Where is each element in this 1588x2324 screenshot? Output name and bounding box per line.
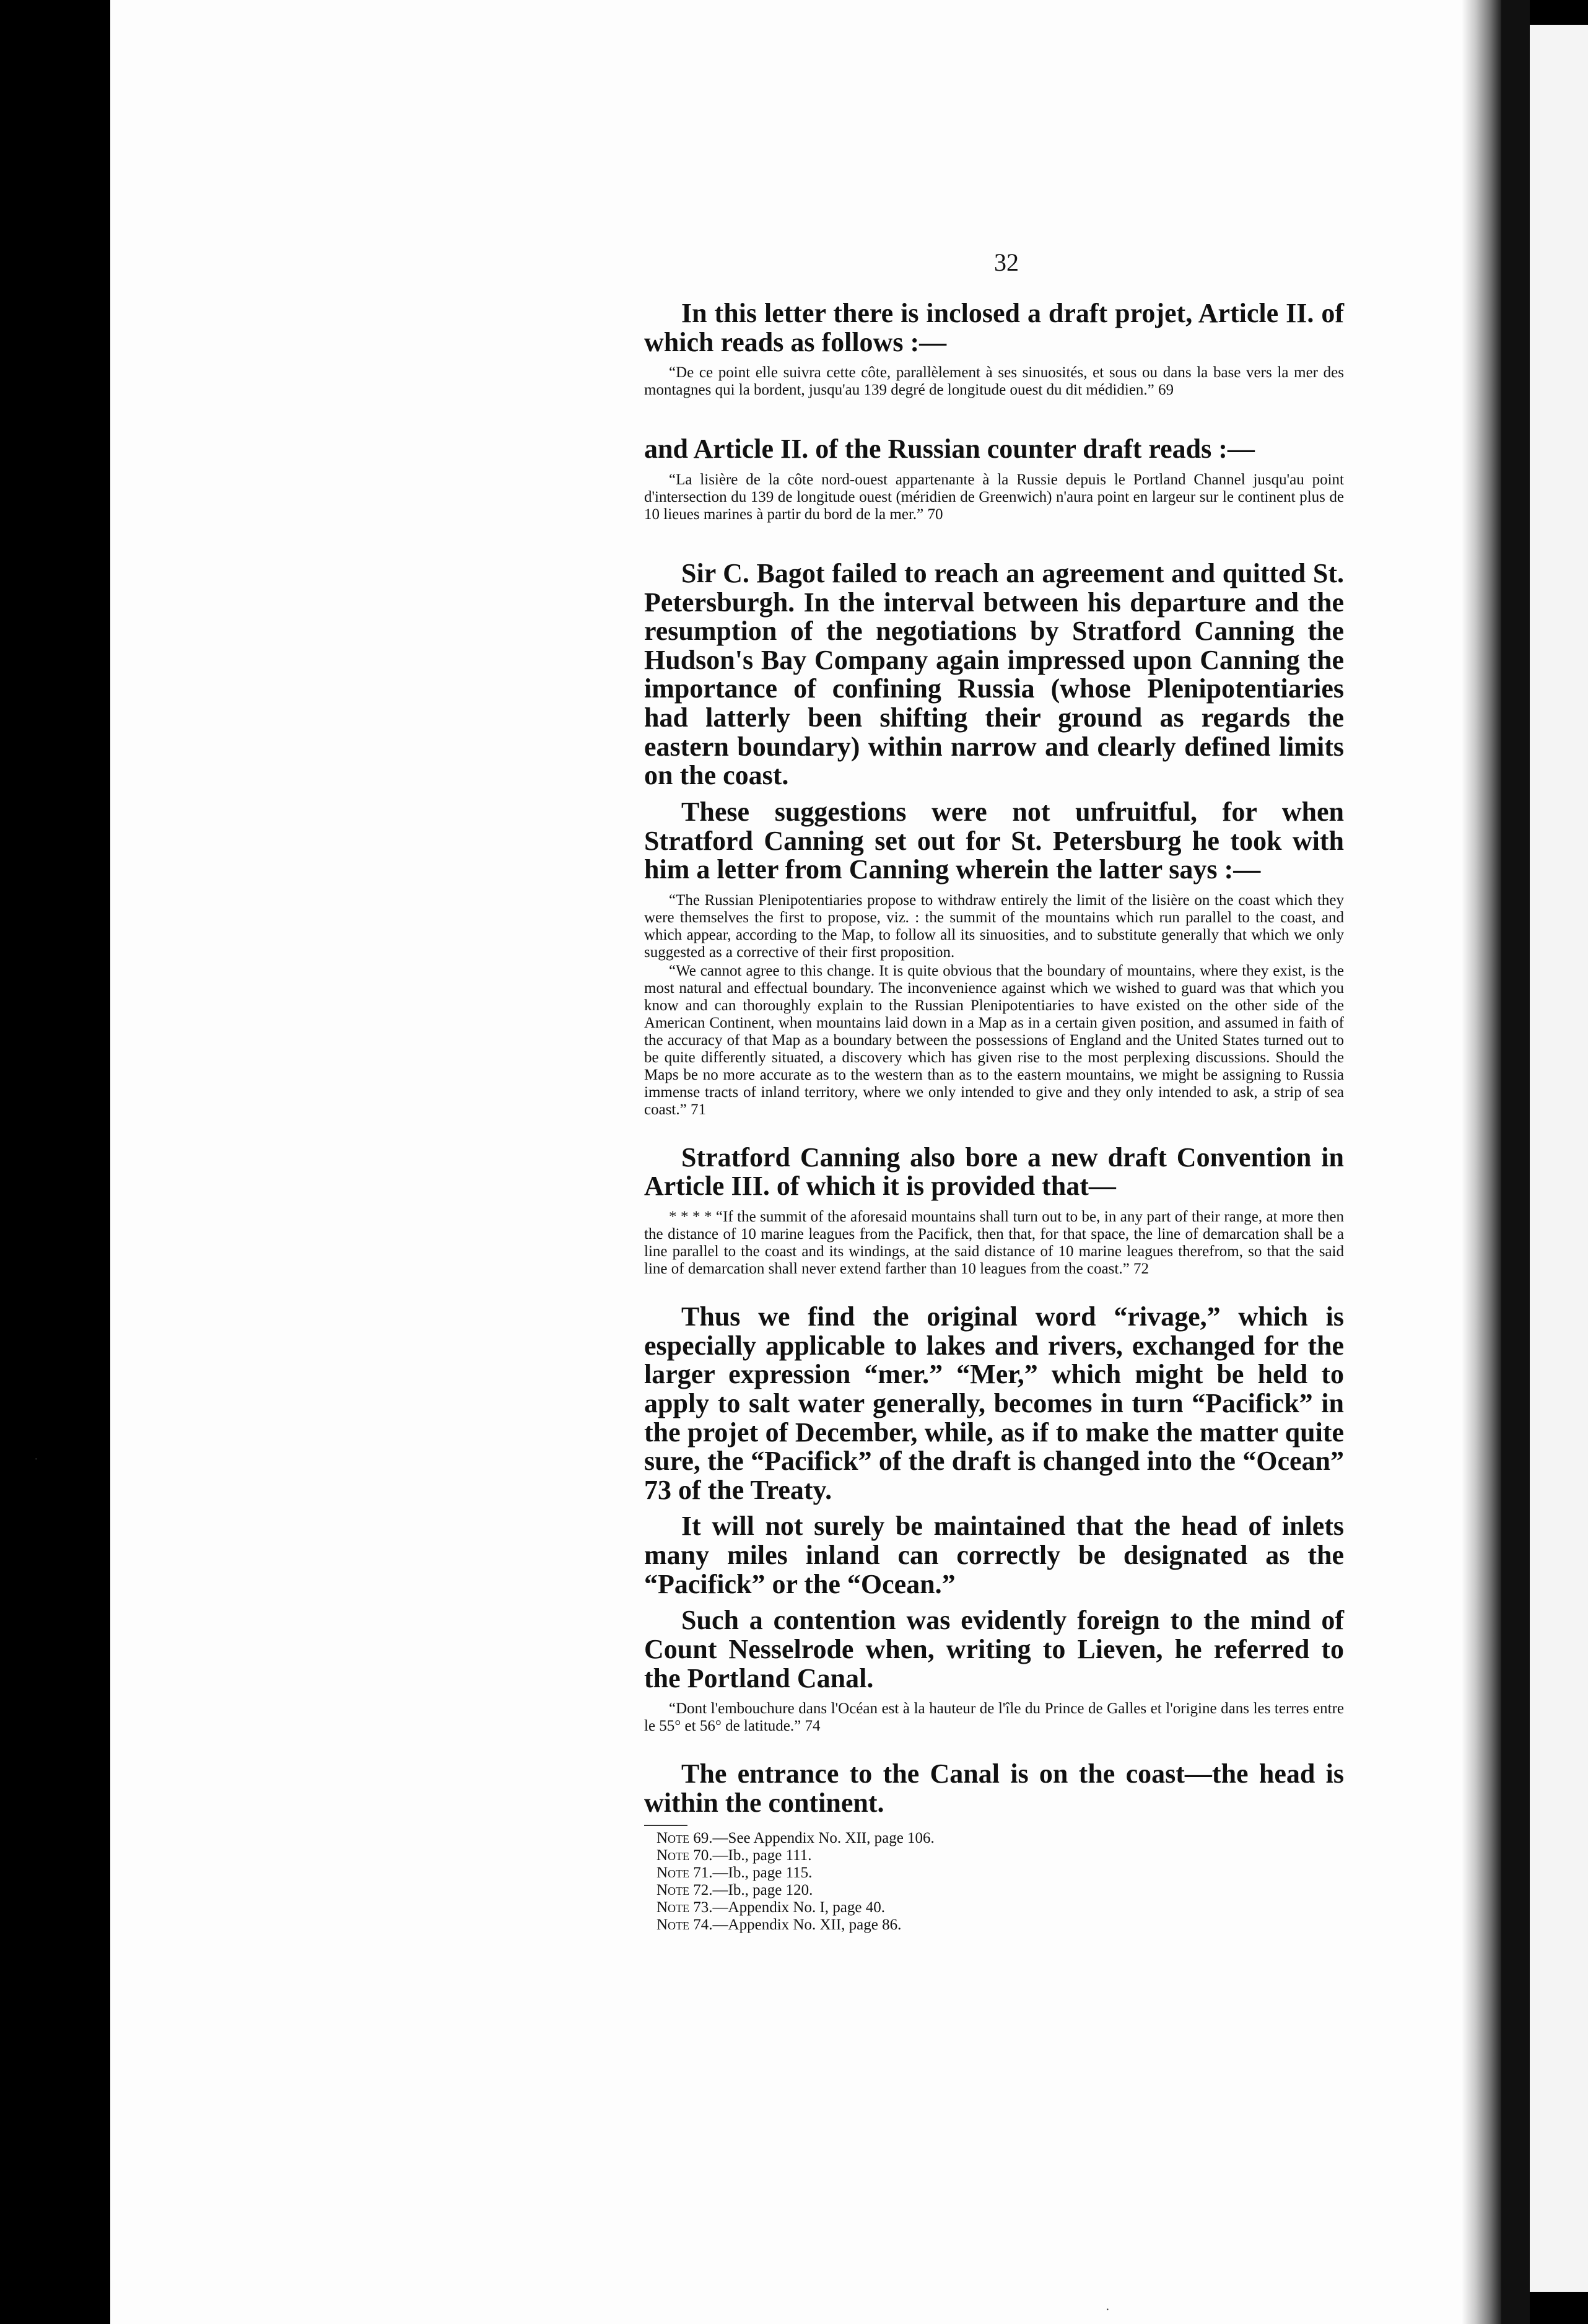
quote-canning-letter-2: “We cannot agree to this change. It is quite obvious that the boundary of mountains, where they exist, is the most natural and effectual boundary. The inconvenience against which we wished to guard was that which you know and can thoroughly explain to the Russian Plenipotentiaries to have existed on the other side of the American Continent, when mountains laid down in a Map as in a certain given position, and assumed in faith of the accuracy of that Map as a boundary between the possessions of England and the United States turned out to be quite differently situated, a discovery which has given rise to the most perplexing discussions. Should the Maps be no more accurate as to the western than as to the eastern mountains, we might be assigning to Russia immense tracts of inland territory, where we only intended to give and they only intended to ask, a strip of sea coast.” 71 xyxy=(644,962,1344,1118)
footnote-divider xyxy=(644,1825,687,1826)
quote-portland-canal: “Dont l'embouchure dans l'Océan est à la hauteur de l'île du Prince de Galles et l'origine dans les terres entre le 55° et 56° de latitude.” 74 xyxy=(644,1700,1344,1735)
paragraph-draft-projet: In this letter there is inclosed a draft projet, Article II. of which reads as follows :— xyxy=(644,298,1344,357)
quote-russian-lisiere: “La lisière de la côte nord-ouest appartenante à la Russie depuis le Portland Channel jusqu'au point d'intersection du 139 de longitude ouest (méridien de Greenwich) n'aura point en largeur sur le continent plus de 10 lieues marines à partir du bord de la mer.” 70 xyxy=(644,471,1344,523)
footnotes-list xyxy=(644,1830,1344,1934)
paragraph-bagot: Sir C. Bagot failed to reach an agreement and quitted St. Petersburgh. In the interval between his departure and the resumption of the negotiations by Stratford Canning the Hudson's Bay Company again impressed upon Canning the importance of confining Russia (whose Plenipotentiaries had latterly been shifting their ground as regards the eastern boundary) within narrow and clearly defined limits on the coast. xyxy=(644,557,1344,791)
scan-speck: · xyxy=(1106,2303,1110,2317)
paragraph-canal-entrance: The entrance to the Canal is on the coast—the head is within the continent. xyxy=(644,1758,1344,1818)
paragraph-head-of-inlets: It will not surely be maintained that the head of inlets many miles inland can correctly be designated as the “Pacifick” or the “Ocean.” xyxy=(644,1511,1344,1599)
footnote: Note 71.—Ib., page 115. xyxy=(657,1864,813,1882)
footnote: Note 69.—See Appendix No. XII, page 106. xyxy=(657,1830,935,1847)
footnote: Note 73.—Appendix No. I, page 40. xyxy=(657,1899,885,1916)
paragraph-rivage: Thus we find the original word “rivage,” which is especially applicable to lakes and rivers, exchanged for the larger expression “mer.” “Mer,” which might be held to apply to salt water generally, becomes in turn “Pacifick” in the projet of December, while, as if to make the matter quite sure, the “Pacifick” of the draft is changed into the “Ocean” 73 of the Treaty. xyxy=(644,1301,1344,1505)
paragraph-russian-counter-draft: and Article II. of the Russian counter draft reads :— xyxy=(644,434,1255,465)
book-spine-shadow xyxy=(1462,0,1501,2324)
paragraph-suggestions: These suggestions were not unfruitful, for when Stratford Canning set out for St. Petersburg he took with him a letter from Canning wherein the latter says :— xyxy=(644,796,1344,885)
page-gutter xyxy=(1501,0,1530,2324)
paragraph-new-draft-convention: Stratford Canning also bore a new draft Convention in Article III. of which it is provided that— xyxy=(644,1142,1344,1202)
page-number: 32 xyxy=(994,248,1019,276)
quote-french-article-ii: “De ce point elle suivra cette côte, parallèlement à ses sinuosités, et sous ou dans la base vers la mer des montagnes qui la bordent, jusqu'au 139 degré de longitude ouest du dit médidien.” 69 xyxy=(644,364,1344,399)
paragraph-nesselrode: Such a contention was evidently foreign to the mind of Count Nesselrode when, writing to Lieven, he referred to the Portland Canal. xyxy=(644,1605,1344,1693)
footnote: Note 72.—Ib., page 120. xyxy=(657,1882,813,1899)
scan-speck: · xyxy=(34,1452,38,1466)
footnote: Note 74.—Appendix No. XII, page 86. xyxy=(657,1916,902,1934)
quote-canning-letter-1: “The Russian Plenipotentiaries propose to withdraw entirely the limit of the lisière on the coast which they were themselves the first to propose, viz. : the summit of the mountains which run parallel to the coast, and which appear, according to the Map, to follow all its sinuosities, and to substitute generally that which we only suggested as a corrective of their first proposition. xyxy=(644,891,1344,961)
adjacent-page-edge xyxy=(1530,25,1588,2292)
page-text xyxy=(644,248,1344,1934)
quote-article-iii: * * * * “If the summit of the aforesaid mountains shall turn out to be, in any part of their range, at more then the distance of 10 marine leagues from the Pacifick, then that, for that space, the line of demarcation shall be a line parallel to the coast and its windings, at the said distance of 10 marine leagues therefrom, so that the said line of demarcation shall never extend farther than 10 leagues from the coast.” 72 xyxy=(644,1208,1344,1277)
footnote: Note 70.—Ib., page 111. xyxy=(657,1847,812,1864)
